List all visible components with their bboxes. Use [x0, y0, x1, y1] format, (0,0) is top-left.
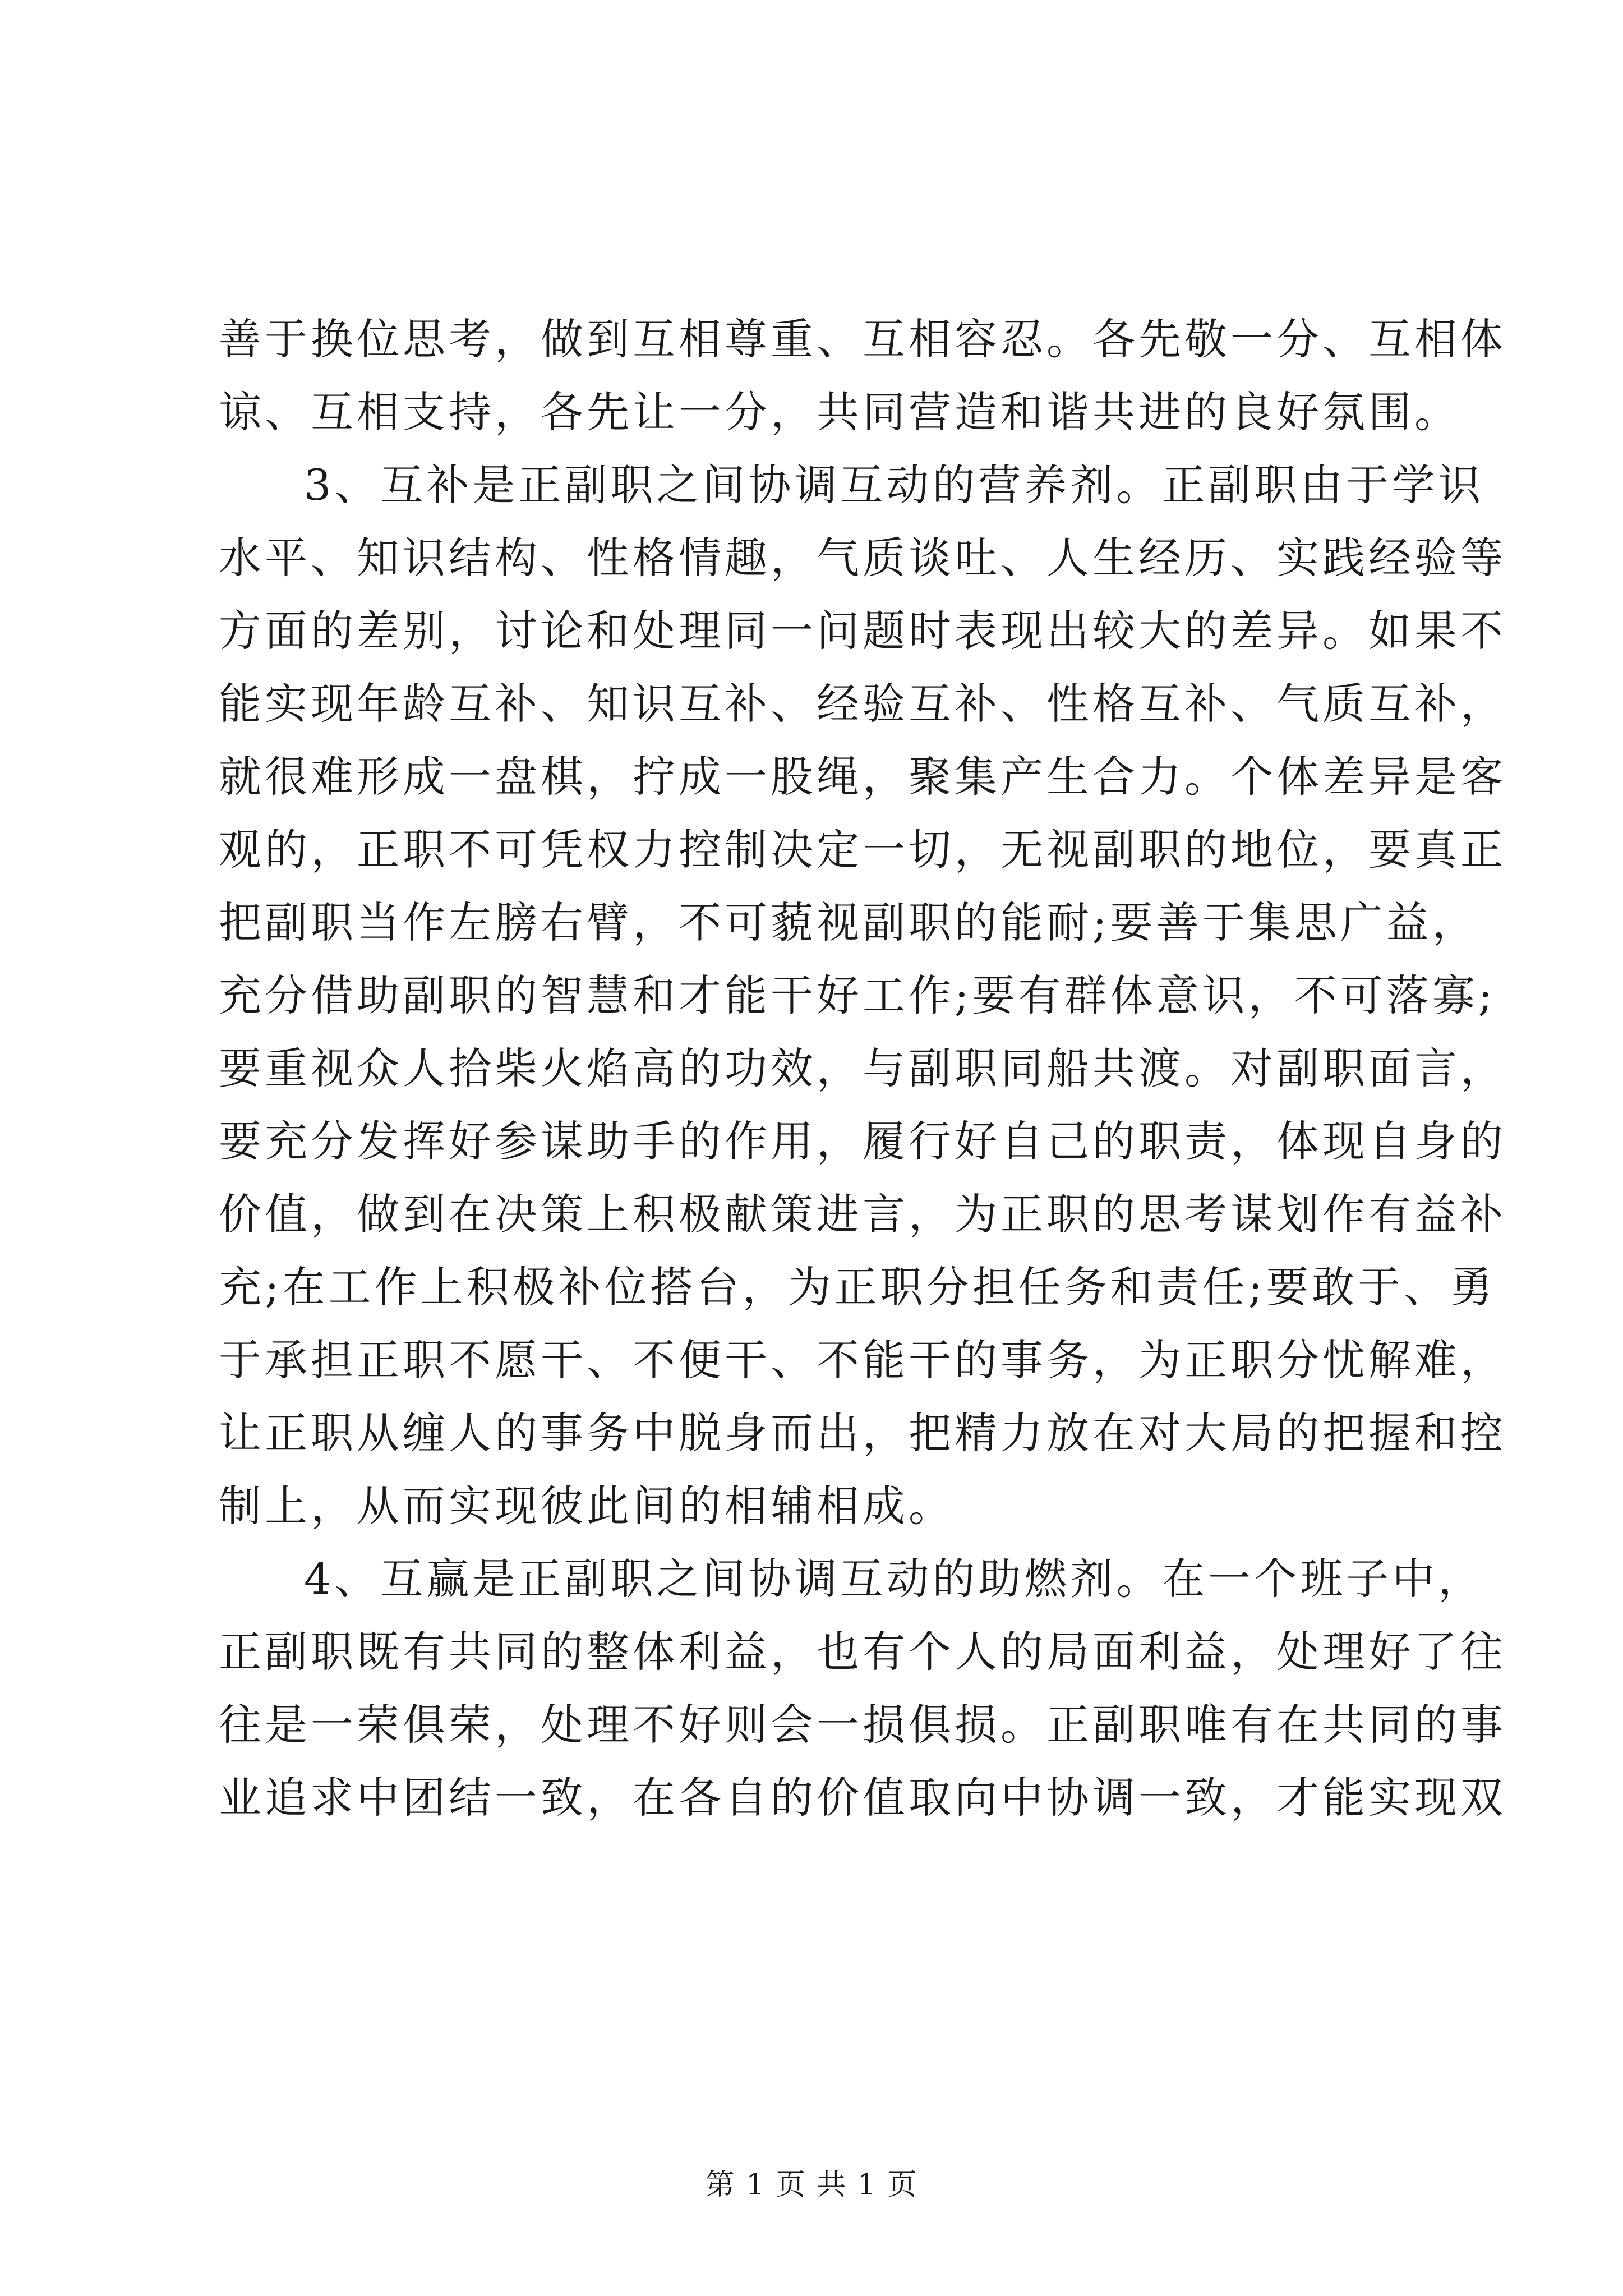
text-line: 就很难形成一盘棋，拧成一股绳，聚集产生合力。个体差异是客	[219, 752, 1506, 802]
paragraph-start-line: 3、互补是正副职之间协调互动的营养剂。正副职由于学识	[304, 460, 1484, 510]
text-line: 能实现年龄互补、知识互补、经验互补、性格互补、气质互补，	[219, 679, 1506, 729]
text-line: 往是一荣俱荣，处理不好则会一损俱损。正副职唯有在共同的事	[219, 1700, 1506, 1750]
text-line: 正副职既有共同的整体利益，也有个人的局面利益，处理好了往	[219, 1627, 1506, 1677]
paragraph-start-line: 4、互赢是正副职之间协调互动的助燃剂。在一个班子中，	[304, 1554, 1484, 1604]
text-line: 善于换位思考，做到互相尊重、互相容忍。各先敬一分、互相体	[219, 314, 1506, 364]
text-line: 让正职从缠人的事务中脱身而出，把精力放在对大局的把握和控	[219, 1408, 1506, 1458]
text-line: 方面的差别，讨论和处理同一问题时表现出较大的差异。如果不	[219, 606, 1506, 656]
text-line: 水平、知识结构、性格情趣，气质谈吐、人生经历、实践经验等	[219, 533, 1506, 583]
text-line: 制上，从而实现彼此间的相辅相成。	[219, 1481, 955, 1531]
text-line: 要重视众人拾柴火焰高的功效，与副职同船共渡。对副职面言，	[219, 1043, 1506, 1093]
text-line: 要充分发挥好参谋助手的作用，履行好自己的职责，体现自身的	[219, 1116, 1506, 1166]
text-line: 于承担正职不愿干、不便干、不能干的事务，为正职分忧解难，	[219, 1335, 1506, 1385]
text-line: 充;在工作上积极补位搭台，为正职分担任务和责任;要敢于、勇	[219, 1262, 1496, 1312]
text-line: 把副职当作左膀右臂，不可藐视副职的能耐;要善于集思广益，	[219, 898, 1478, 947]
page-number-footer: 第 1 页 共 1 页	[705, 2168, 918, 2202]
text-line: 谅、互相支持，各先让一分，共同营造和谐共进的良好氛围。	[219, 387, 1460, 437]
text-line: 观的，正职不可凭权力控制决定一切，无视副职的地位，要真正	[219, 825, 1506, 875]
text-line: 充分借助副职的智慧和才能干好工作;要有群体意识，不可落寡;	[219, 970, 1496, 1020]
text-line: 价值，做到在决策上积极献策进言，为正职的思考谋划作有益补	[219, 1189, 1506, 1239]
text-line: 业追求中团结一致，在各自的价值取向中协调一致，才能实现双	[219, 1773, 1506, 1823]
